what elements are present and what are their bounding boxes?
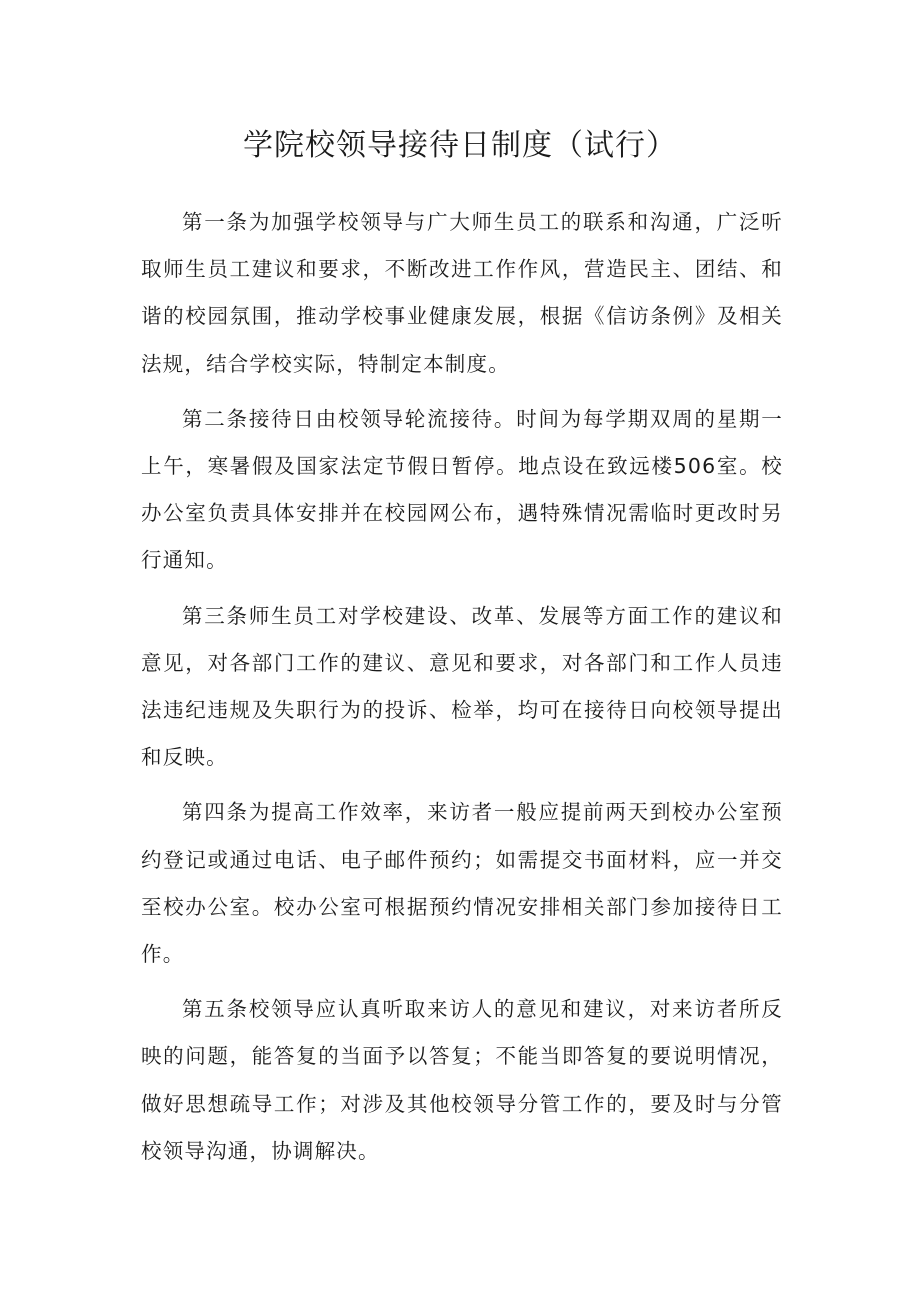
article-1-paragraph: 第一条为加强学校领导与广大师生员工的联系和沟通，广泛听取师生员工建议和要求，不断改进工作作风，营造民主、团结、和谐的校园氛围，推动学校事业健康发展，根据《信访条例》及相关法规，结合学校实际，特制定本制度。 (141, 210, 783, 376)
article-4-paragraph: 第四条为提高工作效率，来访者一般应提前两天到校办公室预约登记或通过电话、电子邮件预约；如需提交书面材料，应一并交至校办公室。校办公室可根据预约情况安排相关部门参加接待日工作。 (141, 800, 783, 967)
article-5-paragraph: 第五条校领导应认真听取来访人的意见和建议，对来访者所反映的问题，能答复的当面予以答复；不能当即答复的要说明情况，做好思想疏导工作；对涉及其他校领导分管工作的，要及时与分管校领导沟通，协调解决。 (141, 997, 783, 1163)
document-body (141, 199, 783, 1183)
article-2-paragraph: 第二条接待日由校领导轮流接待。时间为每学期双周的星期一上午，寒暑假及国家法定节假日暂停。地点设在致远楼506室。校办公室负责具体安排并在校园网公布，遇特殊情况需临时更改时另行通知。 (141, 406, 783, 573)
document-title: 学院校领导接待日制度（试行） (243, 128, 677, 163)
article-3-paragraph: 第三条师生员工对学校建设、改革、发展等方面工作的建议和意见，对各部门工作的建议、意见和要求，对各部门和工作人员违法违纪违规及失职行为的投诉、检举，均可在接待日向校领导提出和反映。 (141, 603, 783, 770)
